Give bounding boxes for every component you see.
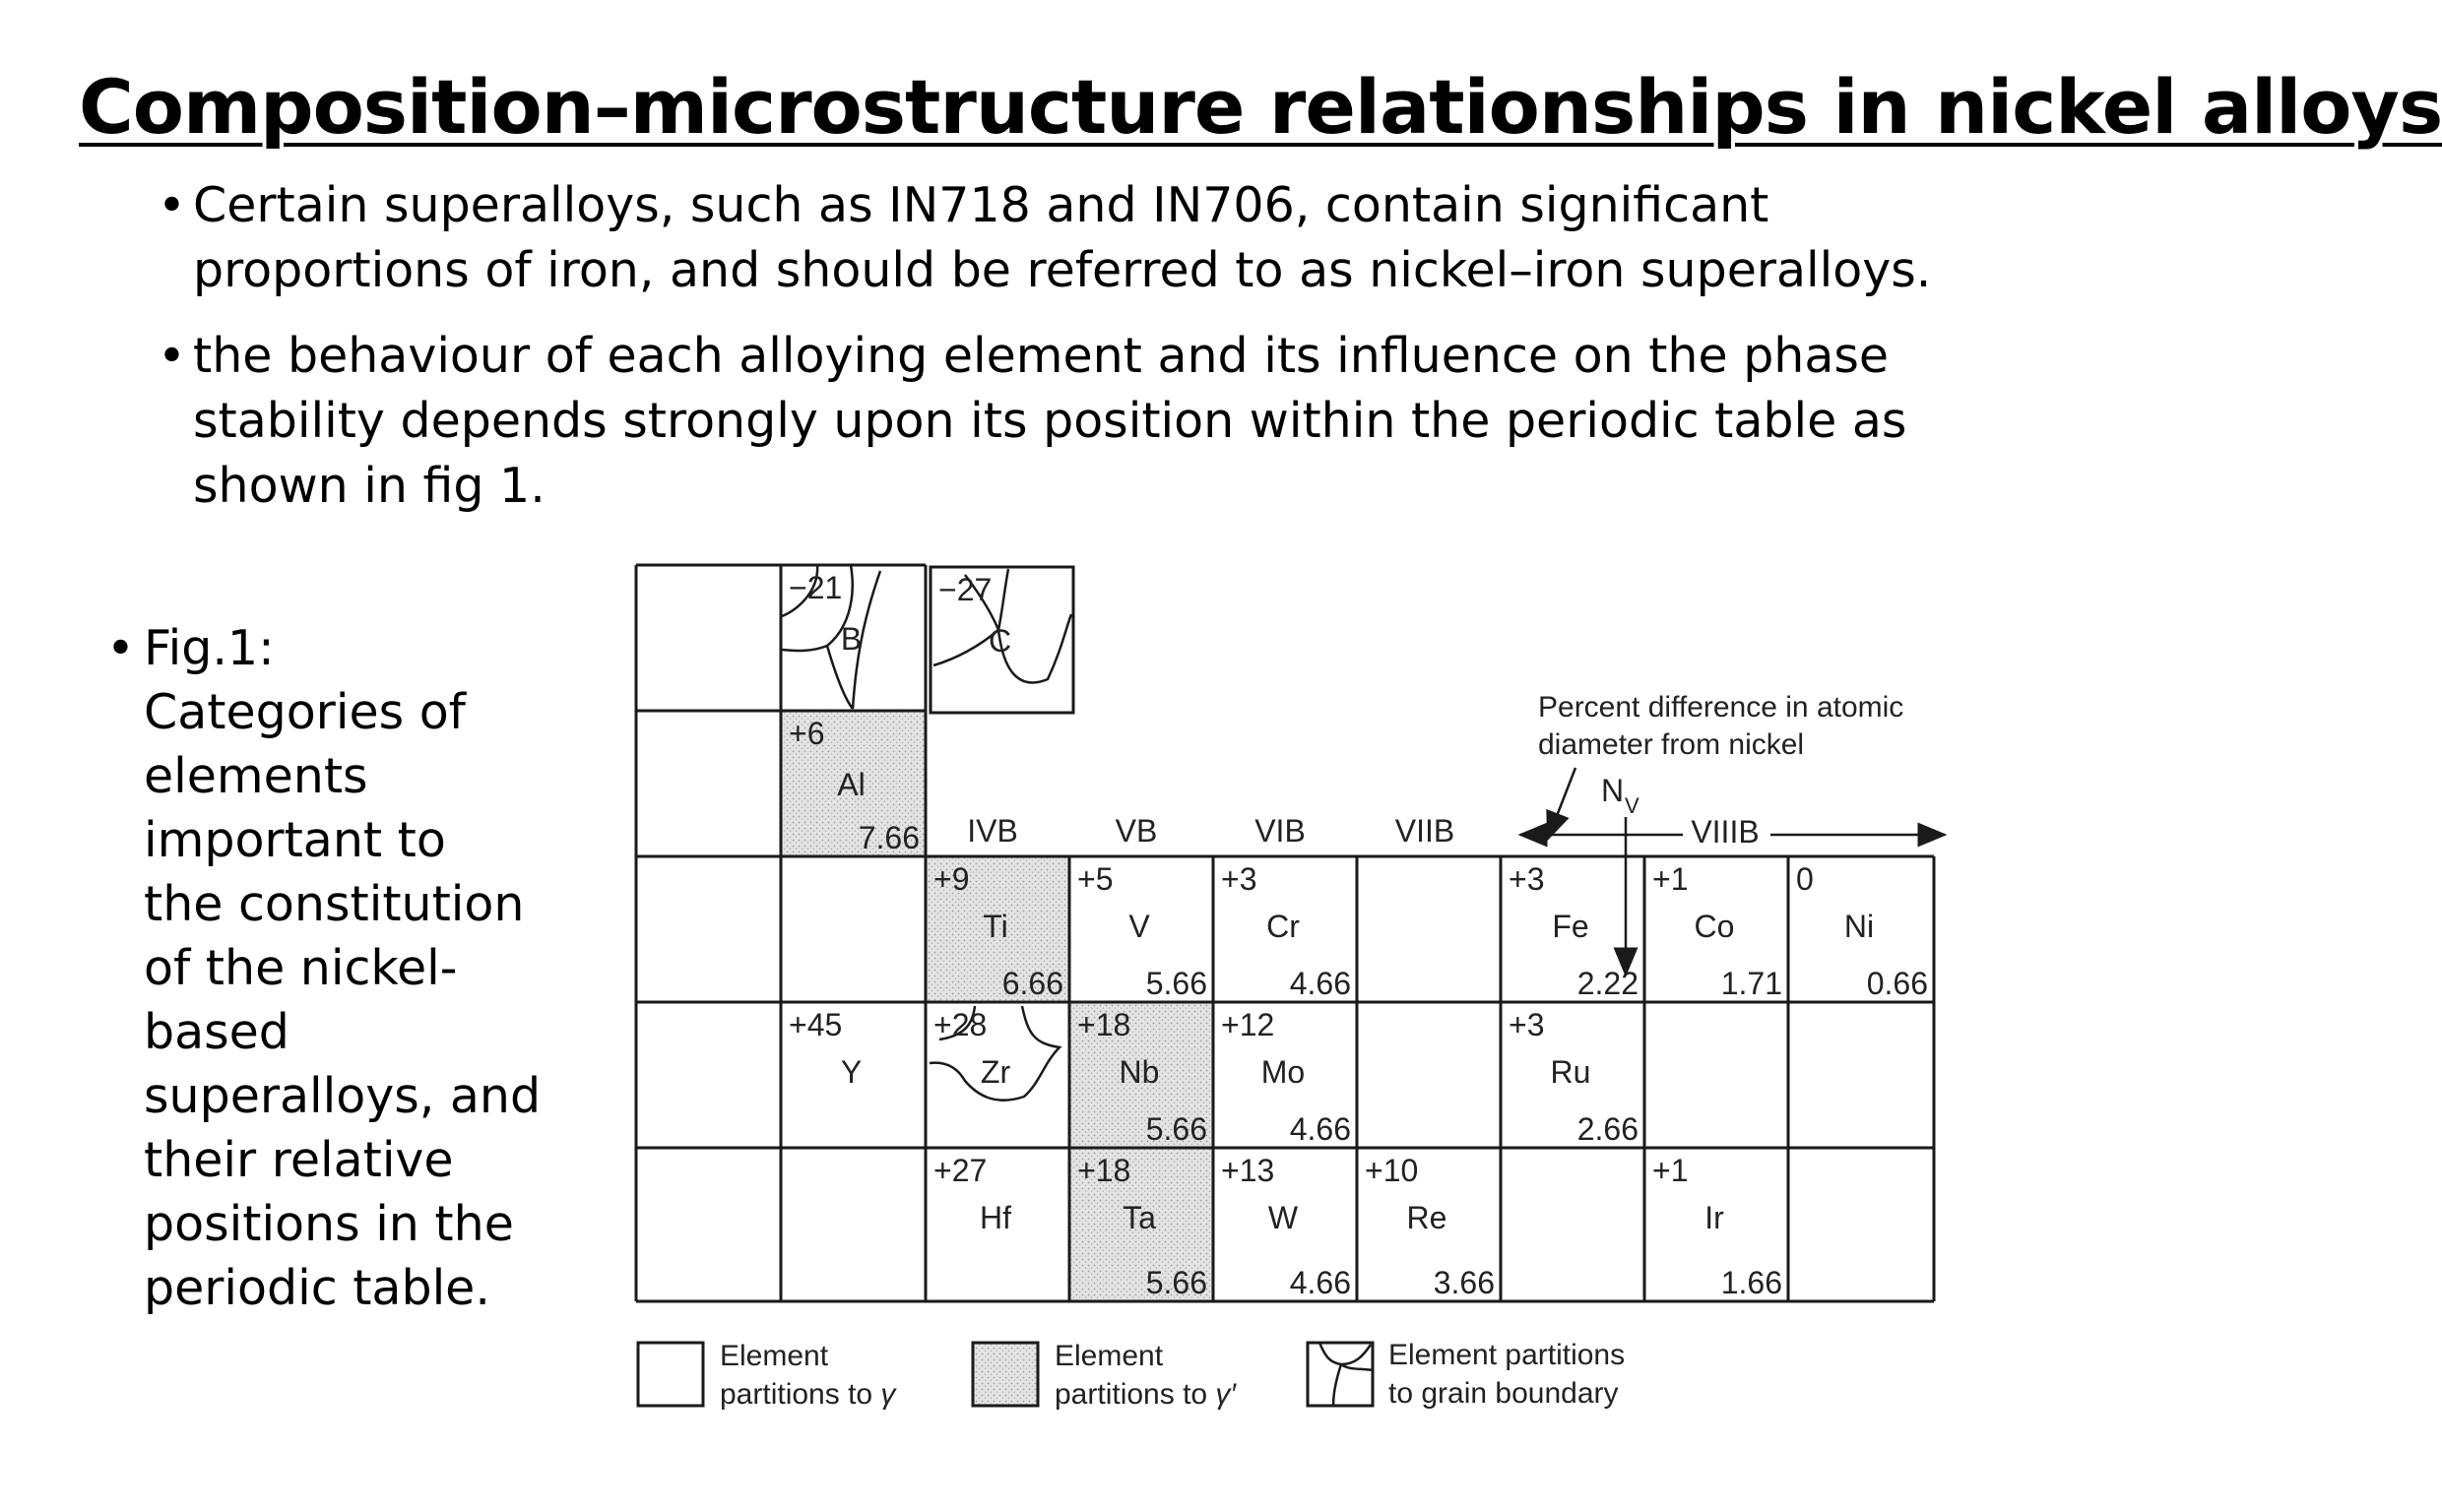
atomic-diff-v: +5 bbox=[1077, 861, 1114, 897]
atomic-diff-ir: +1 bbox=[1652, 1153, 1689, 1188]
element-symbol-v: V bbox=[1128, 909, 1150, 944]
atomic-diff-b: −21 bbox=[789, 570, 843, 605]
atomic-diff-hf: +27 bbox=[933, 1153, 988, 1188]
nv-value-ta: 5.66 bbox=[1145, 1265, 1207, 1300]
nv-value-ir: 1.66 bbox=[1720, 1265, 1782, 1300]
group-label-viiib: VIIIB bbox=[1691, 814, 1760, 850]
caption-line: based bbox=[144, 1004, 289, 1060]
bullet-dot-icon: • bbox=[158, 328, 186, 384]
legend-gamma-swatch bbox=[638, 1343, 703, 1406]
caption-line: important to bbox=[144, 812, 446, 868]
atomic-diff-ni: 0 bbox=[1796, 861, 1814, 897]
element-symbol-fe: Fe bbox=[1552, 909, 1589, 944]
bullet-dot-icon: • bbox=[106, 620, 135, 676]
element-symbol-c: C bbox=[988, 623, 1012, 659]
caption-line: elements bbox=[144, 748, 368, 804]
bullet-text: Certain superalloys, such as IN718 and IN706, contain significant proportions of iron, and should be referred to as nickel–iron superalloys. bbox=[193, 177, 1932, 298]
nv-value-w: 4.66 bbox=[1289, 1265, 1351, 1300]
group-label-viib: VIIB bbox=[1394, 813, 1455, 849]
atomic-diff-ti: +9 bbox=[933, 861, 970, 897]
legend-gamma-prime-line2: partitions to γ′ bbox=[1055, 1378, 1237, 1411]
atomic-diff-ru: +3 bbox=[1509, 1007, 1545, 1042]
atomic-diff-co: +1 bbox=[1652, 861, 1689, 897]
element-symbol-ti: Ti bbox=[983, 909, 1008, 944]
atomic-diff-cr: +3 bbox=[1221, 861, 1257, 897]
legend-gamma-line1: Element bbox=[720, 1340, 829, 1372]
legend-gamma-prime-swatch bbox=[973, 1343, 1038, 1406]
atomic-diff-zr: +28 bbox=[933, 1007, 988, 1042]
caption-line: periodic table. bbox=[144, 1260, 490, 1316]
nv-value-re: 3.66 bbox=[1433, 1265, 1495, 1300]
legend-grain-boundary-line1: Element partitions bbox=[1388, 1339, 1626, 1371]
nv-value-nb: 5.66 bbox=[1145, 1111, 1207, 1147]
element-symbol-nb: Nb bbox=[1119, 1054, 1160, 1090]
atomic-diff-mo: +12 bbox=[1221, 1007, 1275, 1042]
legend-grain-boundary-swatch bbox=[1308, 1343, 1373, 1406]
atomic-diff-ta: +18 bbox=[1077, 1153, 1131, 1188]
group-label-vib: VIB bbox=[1254, 813, 1306, 849]
group-label-vb: VB bbox=[1115, 813, 1158, 849]
element-symbol-ta: Ta bbox=[1123, 1200, 1156, 1235]
atomic-diff-nb: +18 bbox=[1077, 1007, 1131, 1042]
slide-title: Composition–microstructure relationships in nickel alloys bbox=[79, 63, 2442, 151]
caption-line: superalloys, and bbox=[144, 1068, 542, 1124]
legend-gamma-line2: partitions to γ bbox=[720, 1378, 896, 1411]
legend-grain-boundary-line2: to grain boundary bbox=[1388, 1377, 1619, 1410]
nv-value-ru: 2.66 bbox=[1576, 1111, 1639, 1147]
nv-value-ti: 6.66 bbox=[1001, 966, 1063, 1001]
caption-line: the constitution bbox=[144, 876, 525, 932]
atomic-diff-fe: +3 bbox=[1509, 861, 1545, 897]
element-symbol-zr: Zr bbox=[980, 1054, 1011, 1090]
group-label-ivb: IVB bbox=[967, 813, 1018, 849]
nv-value-al: 7.66 bbox=[858, 820, 920, 855]
element-symbol-ir: Ir bbox=[1704, 1200, 1724, 1235]
atomic-diff-y: +45 bbox=[789, 1007, 843, 1042]
bullet-text: the behaviour of each alloying element and its influence on the phase stability depends strongly upon its position within the periodic table as shown in fig 1. bbox=[193, 328, 1907, 514]
nv-value-fe: 2.22 bbox=[1576, 966, 1639, 1001]
caption-line: positions in the bbox=[144, 1196, 514, 1252]
element-symbol-mo: Mo bbox=[1260, 1054, 1306, 1090]
atomic-diff-c: −27 bbox=[938, 572, 993, 607]
annotation-pointer-icon bbox=[1548, 768, 1575, 839]
caption-line: of the nickel- bbox=[144, 940, 458, 996]
nv-value-co: 1.71 bbox=[1720, 966, 1782, 1001]
atomic-diff-w: +13 bbox=[1221, 1153, 1275, 1188]
atomic-diff-re: +10 bbox=[1365, 1153, 1419, 1188]
element-symbol-co: Co bbox=[1694, 909, 1735, 944]
annotation-line-1: Percent difference in atomic bbox=[1538, 691, 1904, 724]
element-symbol-al: Al bbox=[837, 767, 866, 802]
element-symbol-b: B bbox=[840, 621, 863, 657]
caption-line: Categories of bbox=[144, 684, 466, 740]
nv-value-cr: 4.66 bbox=[1289, 966, 1351, 1001]
element-symbol-re: Re bbox=[1406, 1200, 1447, 1235]
nv-value-v: 5.66 bbox=[1145, 966, 1207, 1001]
element-symbol-y: Y bbox=[840, 1054, 863, 1090]
element-symbol-cr: Cr bbox=[1266, 909, 1300, 944]
element-symbol-hf: Hf bbox=[980, 1200, 1011, 1235]
nv-value-ni: 0.66 bbox=[1866, 966, 1928, 1001]
annotation-line-2: diameter from nickel bbox=[1538, 728, 1805, 761]
caption-line: Fig.1: bbox=[144, 620, 275, 676]
caption-line: their relative bbox=[144, 1132, 454, 1188]
element-symbol-ni: Ni bbox=[1843, 909, 1875, 944]
atomic-diff-al: +6 bbox=[789, 716, 825, 751]
bullet-dot-icon: • bbox=[158, 177, 186, 233]
nv-label: N bbox=[1601, 773, 1625, 808]
element-symbol-ru: Ru bbox=[1550, 1054, 1591, 1090]
nv-subscript: V bbox=[1625, 793, 1639, 818]
nv-value-mo: 4.66 bbox=[1289, 1111, 1351, 1147]
element-symbol-w: W bbox=[1267, 1200, 1299, 1235]
legend-gamma-prime-line1: Element bbox=[1055, 1340, 1164, 1372]
